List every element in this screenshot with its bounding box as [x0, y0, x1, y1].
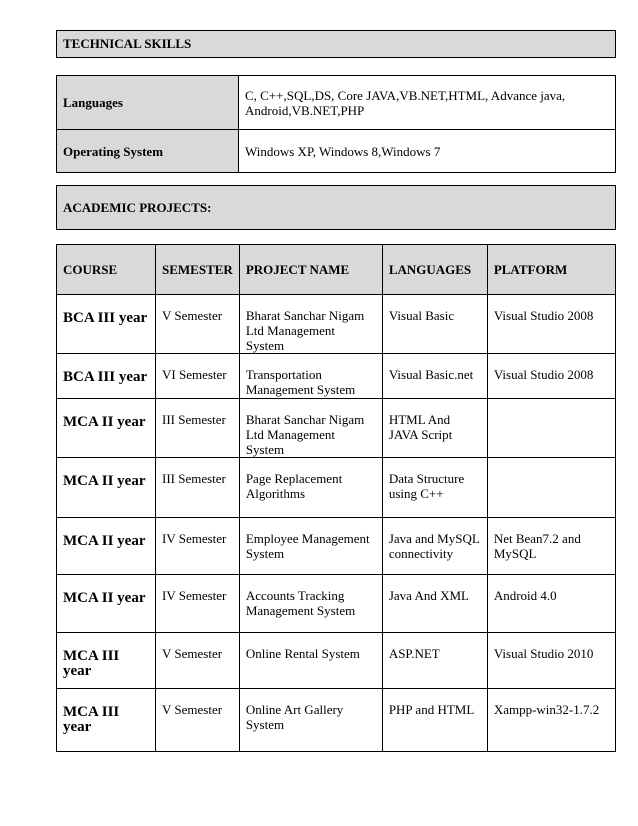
project-name-cell: Accounts Tracking Management System — [239, 575, 382, 633]
platform-cell: Visual Studio 2010 — [487, 633, 615, 689]
platform-cell: Visual Studio 2008 — [487, 295, 615, 354]
column-header-semester: SEMESTER — [156, 245, 240, 295]
academic-projects-table — [56, 244, 616, 752]
semester-cell: V Semester — [156, 689, 240, 752]
technical-skills-table — [56, 75, 616, 173]
column-header-course: COURSE — [57, 245, 156, 295]
project-name-cell: Transportation Management System — [239, 354, 382, 399]
languages-cell: HTML And JAVA Script — [382, 399, 487, 458]
project-name-cell: Bharat Sanchar Nigam Ltd Management System — [239, 295, 382, 354]
skills-value: Windows XP, Windows 8,Windows 7 — [239, 130, 616, 173]
course-cell: MCA II year — [57, 399, 156, 458]
languages-cell: Java and MySQL connectivity — [382, 518, 487, 575]
semester-cell: V Semester — [156, 633, 240, 689]
course-cell: BCA III year — [57, 354, 156, 399]
project-name-cell: Bharat Sanchar Nigam Ltd Management System — [239, 399, 382, 458]
column-header-platform: PLATFORM — [487, 245, 615, 295]
table-row — [57, 295, 616, 354]
platform-cell — [487, 399, 615, 458]
column-header-languages: LANGUAGES — [382, 245, 487, 295]
languages-cell: PHP and HTML — [382, 689, 487, 752]
course-cell: MCA III year — [57, 633, 156, 689]
languages-cell: Data Structure using C++ — [382, 458, 487, 518]
course-cell: BCA III year — [57, 295, 156, 354]
table-row — [57, 689, 616, 752]
course-cell: MCA II year — [57, 575, 156, 633]
table-row — [57, 575, 616, 633]
languages-cell: Visual Basic.net — [382, 354, 487, 399]
project-name-cell: Employee Management System — [239, 518, 382, 575]
platform-cell: Net Bean7.2 and MySQL — [487, 518, 615, 575]
column-header-project-name: PROJECT NAME — [239, 245, 382, 295]
semester-cell: III Semester — [156, 399, 240, 458]
languages-cell: Java And XML — [382, 575, 487, 633]
skills-label: Languages — [57, 76, 239, 130]
platform-cell: Android 4.0 — [487, 575, 615, 633]
technical-skills-heading: TECHNICAL SKILLS — [56, 30, 616, 58]
languages-cell: ASP.NET — [382, 633, 487, 689]
platform-cell: Visual Studio 2008 — [487, 354, 615, 399]
skills-row-os — [57, 130, 616, 173]
platform-cell — [487, 458, 615, 518]
platform-cell: Xampp-win32-1.7.2 — [487, 689, 615, 752]
languages-cell: Visual Basic — [382, 295, 487, 354]
academic-projects-heading: ACADEMIC PROJECTS: — [56, 185, 616, 230]
course-cell: MCA III year — [57, 689, 156, 752]
skills-label: Operating System — [57, 130, 239, 173]
table-row — [57, 399, 616, 458]
skills-value: C, C++,SQL,DS, Core JAVA,VB.NET,HTML, Advance java, Android,VB.NET,PHP — [239, 76, 616, 130]
semester-cell: IV Semester — [156, 575, 240, 633]
table-row — [57, 354, 616, 399]
projects-header-row — [57, 245, 616, 295]
semester-cell: V Semester — [156, 295, 240, 354]
table-row — [57, 633, 616, 689]
semester-cell: VI Semester — [156, 354, 240, 399]
table-row — [57, 458, 616, 518]
project-name-cell: Online Rental System — [239, 633, 382, 689]
skills-row-languages — [57, 76, 616, 130]
semester-cell: III Semester — [156, 458, 240, 518]
project-name-cell: Page Replacement Algorithms — [239, 458, 382, 518]
table-row — [57, 518, 616, 575]
project-name-cell: Online Art Gallery System — [239, 689, 382, 752]
course-cell: MCA II year — [57, 518, 156, 575]
semester-cell: IV Semester — [156, 518, 240, 575]
course-cell: MCA II year — [57, 458, 156, 518]
